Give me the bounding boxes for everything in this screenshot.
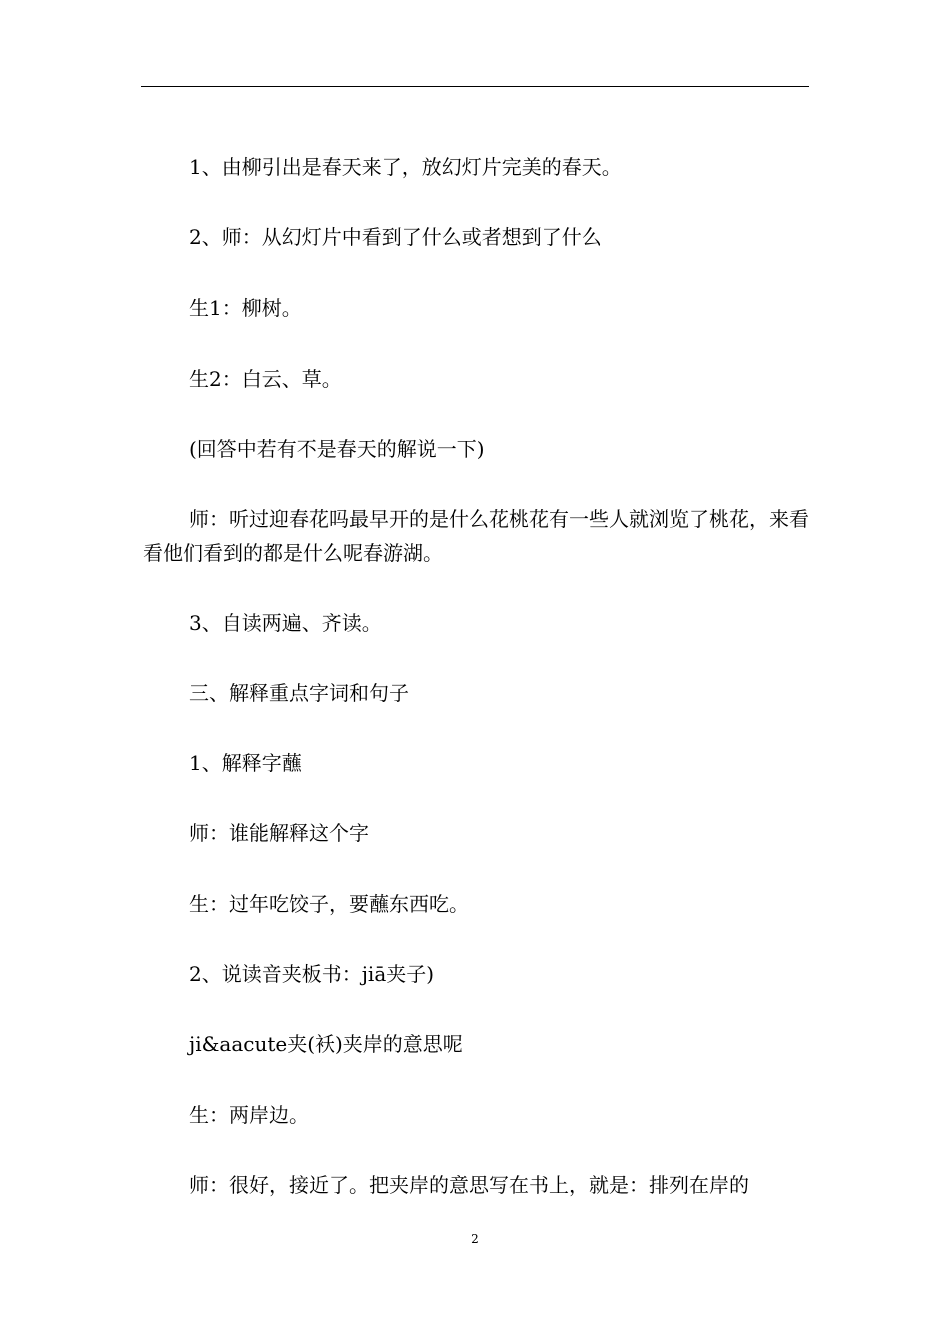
page-number: 2	[471, 1232, 479, 1246]
header-rule	[141, 86, 809, 87]
paragraph-3: 生1：柳树。	[189, 296, 302, 320]
paragraph-5: (回答中若有不是春天的解说一下)	[189, 437, 485, 461]
paragraph-7: 3、自读两遍、齐读。	[189, 611, 382, 635]
paragraph-15: 师：很好，接近了。把夹岸的意思写在书上，就是：排列在岸的	[189, 1173, 749, 1197]
paragraph-2: 2、师：从幻灯片中看到了什么或者想到了什么	[189, 225, 602, 249]
paragraph-6: 师：听过迎春花吗最早开的是什么花桃花有一些人就浏览了桃花，来看看他们看到的都是什么呢春游湖。	[143, 507, 809, 565]
paragraph-12: 2、说读音夹板书：jiā夹子)	[189, 962, 435, 986]
paragraph-8: 三、解释重点字词和句子	[189, 681, 409, 705]
paragraph-1: 1、由柳引出是春天来了，放幻灯片完美的春天。	[189, 155, 622, 179]
paragraph-10: 师：谁能解释这个字	[189, 821, 369, 845]
paragraph-14: 生：两岸边。	[189, 1103, 309, 1127]
paragraph-13: ji&aacute夹(袄)夹岸的意思呢	[189, 1032, 463, 1056]
paragraph-11: 生：过年吃饺子，要蘸东西吃。	[189, 892, 469, 916]
paragraph-4: 生2：白云、草。	[189, 367, 342, 391]
paragraph-9: 1、解释字蘸	[189, 751, 302, 775]
